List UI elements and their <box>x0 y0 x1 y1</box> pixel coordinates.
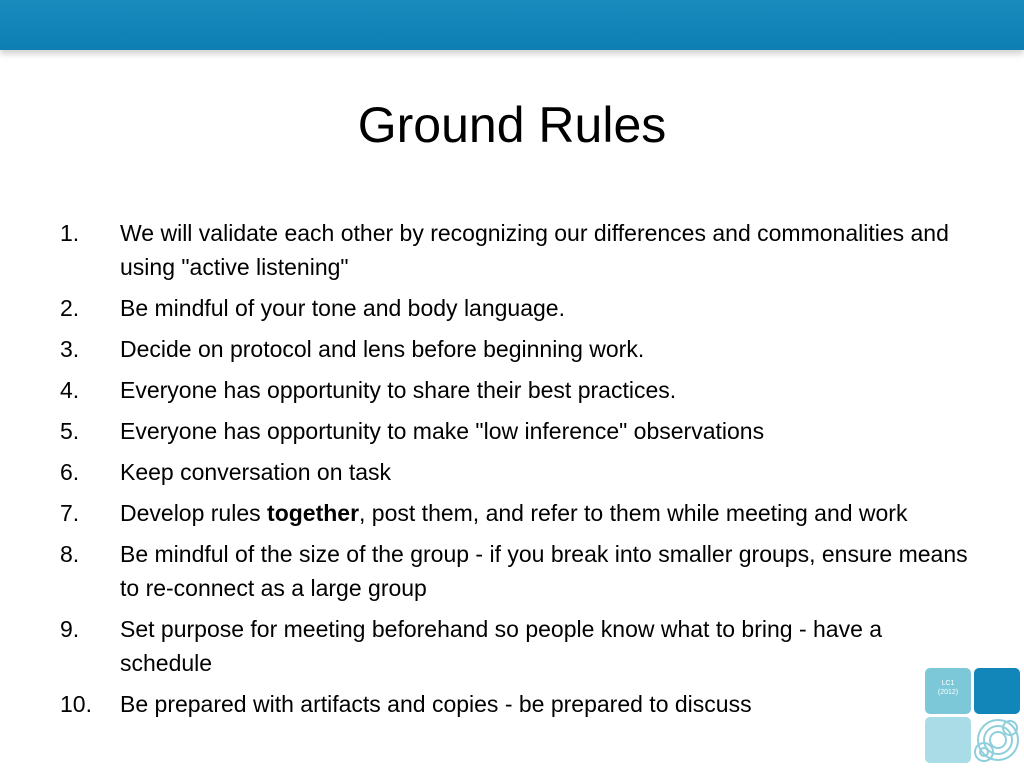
header-band <box>0 0 1024 50</box>
logo-label-line1: LC1 <box>941 680 955 687</box>
list-item <box>60 216 970 284</box>
list-item <box>60 332 970 366</box>
item-number: 9. <box>60 616 80 642</box>
item-number: 4. <box>60 377 80 403</box>
item-text: Everyone has opportunity to make "low inference" observations <box>120 418 765 444</box>
item-number: 5. <box>60 418 80 444</box>
item-number: 6. <box>60 459 80 485</box>
logo-tile-pale <box>925 717 971 763</box>
logo-label-line2: (2012) <box>937 689 959 696</box>
slide-title: Ground Rules <box>357 97 667 153</box>
list-item <box>60 612 970 680</box>
list-item <box>60 291 970 325</box>
item-text-before: Develop rules <box>120 500 268 526</box>
item-text: Keep conversation on task <box>120 459 392 485</box>
item-number: 2. <box>60 295 80 321</box>
swirl-icon <box>972 714 1024 768</box>
list-item <box>60 687 970 721</box>
item-number: 10. <box>60 691 92 717</box>
item-text: Decide on protocol and lens before beginning work. <box>120 336 645 362</box>
item-text: Everyone has opportunity to share their best practices. <box>120 377 677 403</box>
list-item <box>60 496 970 530</box>
item-text <box>120 496 970 530</box>
item-number: 8. <box>60 541 80 567</box>
list-item <box>60 537 970 605</box>
item-text: We will validate each other by recognizing our differences and commonalities and using "active listening" <box>120 220 949 280</box>
item-text: Be mindful of the size of the group - if you break into smaller groups, ensure means to re-connect as a large group <box>120 541 968 601</box>
item-text-after: , post them, and refer to them while meeting and work <box>359 500 908 526</box>
list-item <box>60 414 970 448</box>
item-text: Be prepared with artifacts and copies - be prepared to discuss <box>120 691 752 717</box>
list-item <box>60 373 970 407</box>
logo-tile-dark <box>974 668 1020 714</box>
list-item <box>60 455 970 489</box>
item-text: Be mindful of your tone and body language. <box>120 295 565 321</box>
item-number: 3. <box>60 336 80 362</box>
item-text-emphasis: together <box>267 500 360 526</box>
item-text: Set purpose for meeting beforehand so people know what to bring - have a schedule <box>120 616 883 676</box>
item-number: 7. <box>60 500 80 526</box>
rules-list <box>60 216 970 728</box>
item-number: 1. <box>60 220 80 246</box>
logo-label <box>925 679 971 697</box>
